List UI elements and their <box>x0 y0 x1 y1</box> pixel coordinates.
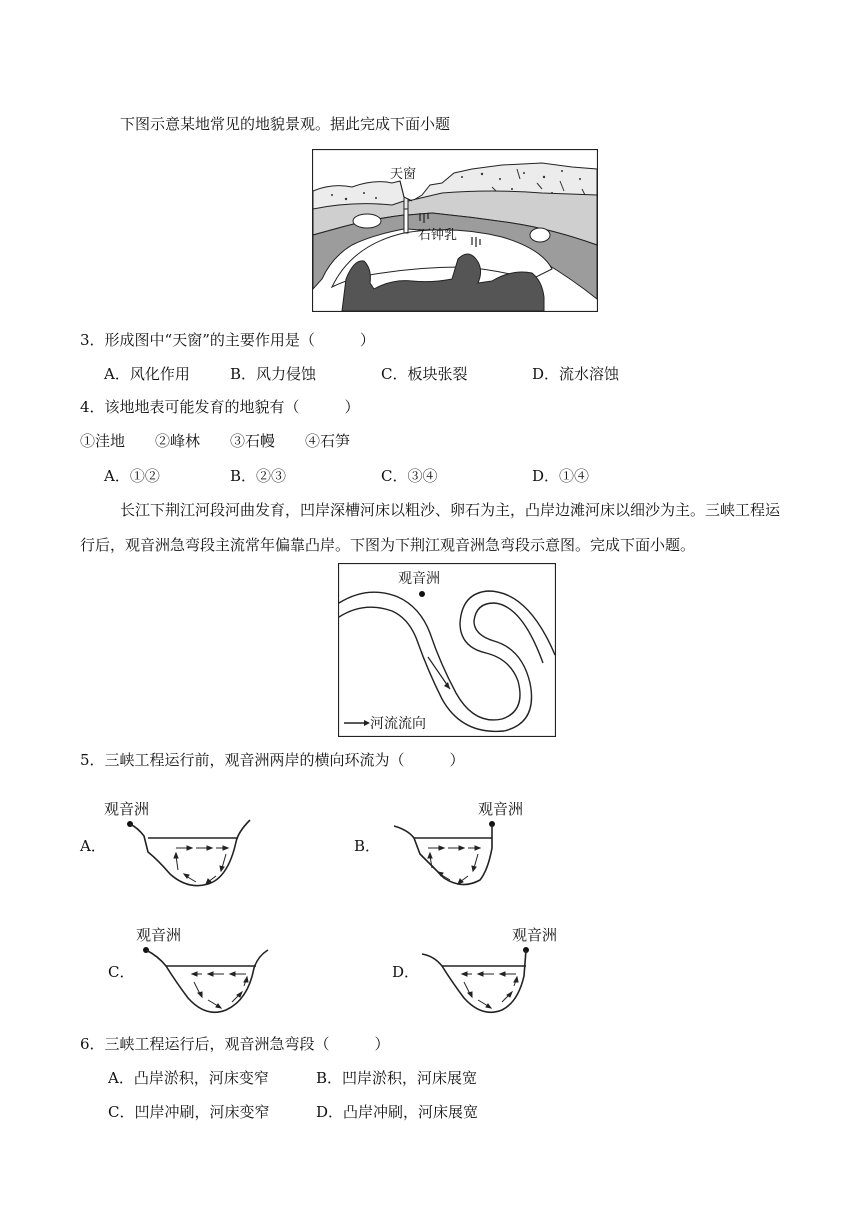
q6-stem: 6．三峡工程运行后，观音洲急弯段（ ） <box>80 1035 390 1053</box>
intro-text-1: 下图示意某地常见的地貌景观。据此完成下面小题 <box>120 115 451 133</box>
q5-option-a-diagram[interactable] <box>104 796 256 894</box>
q5-a-site-label: 观音洲 <box>104 800 150 818</box>
q5-b-site-label: 观音洲 <box>478 800 524 818</box>
q3-stem: 3．形成图中“天窗”的主要作用是（ ） <box>80 331 375 349</box>
q6-option-b[interactable]: B．凹岸淤积，河床展宽 <box>316 1069 478 1087</box>
legend-flow: 河流流向 <box>370 716 426 732</box>
q4-items: ①洼地 ②峰林 ③石幔 ④石笋 <box>80 432 351 450</box>
q6-option-d[interactable]: D．凸岸冲刷，河床展宽 <box>316 1103 479 1121</box>
q4-option-a[interactable]: A．①② <box>104 467 160 485</box>
q5-c-site-label: 观音洲 <box>136 926 182 944</box>
q4-option-d[interactable]: D．①④ <box>532 467 590 485</box>
label-window: 天窗 <box>390 167 417 182</box>
q4-option-b[interactable]: B．②③ <box>230 467 287 485</box>
q4-stem: 4．该地地表可能发育的地貌有（ ） <box>80 398 360 416</box>
q3-option-d[interactable]: D．流水溶蚀 <box>532 365 620 383</box>
river-bend-figure <box>338 563 556 737</box>
q3-option-c[interactable]: C．板块张裂 <box>381 365 468 383</box>
karst-landscape-figure <box>312 149 598 312</box>
intro-text-2-line2: 行后，观音洲急弯段主流常年偏靠凸岸。下图为下荆江观音洲急弯段示意图。完成下面小题。 <box>80 536 696 554</box>
q5-option-a-letter[interactable]: A． <box>80 837 106 855</box>
q4-option-c[interactable]: C．③④ <box>381 467 438 485</box>
intro-text-2-line1: 长江下荆江河段河曲发育，凹岸深槽河床以粗沙、卵石为主，凸岸边滩河床以细沙为主。三峡工程运 <box>120 501 781 519</box>
q5-stem: 5．三峡工程运行前，观音洲两岸的横向环流为（ ） <box>80 751 465 769</box>
q3-option-b[interactable]: B．风力侵蚀 <box>230 365 317 383</box>
label-site: 观音洲 <box>398 571 440 587</box>
q6-option-c[interactable]: C．凹岸冲刷，河床变窄 <box>108 1103 270 1121</box>
q5-option-d-letter[interactable]: D． <box>392 963 420 981</box>
q3-option-a[interactable]: A．风化作用 <box>104 365 190 383</box>
q5-d-site-label: 观音洲 <box>512 926 558 944</box>
q5-option-b-diagram[interactable] <box>388 796 540 894</box>
q5-option-b-letter[interactable]: B． <box>354 837 381 855</box>
q5-option-c-letter[interactable]: C． <box>108 963 135 981</box>
label-stalactite: 石钟乳 <box>418 228 458 243</box>
q5-option-c-diagram[interactable] <box>136 920 276 1022</box>
q5-option-d-diagram[interactable] <box>418 920 570 1022</box>
q6-option-a[interactable]: A．凸岸淤积，河床变窄 <box>108 1069 269 1087</box>
